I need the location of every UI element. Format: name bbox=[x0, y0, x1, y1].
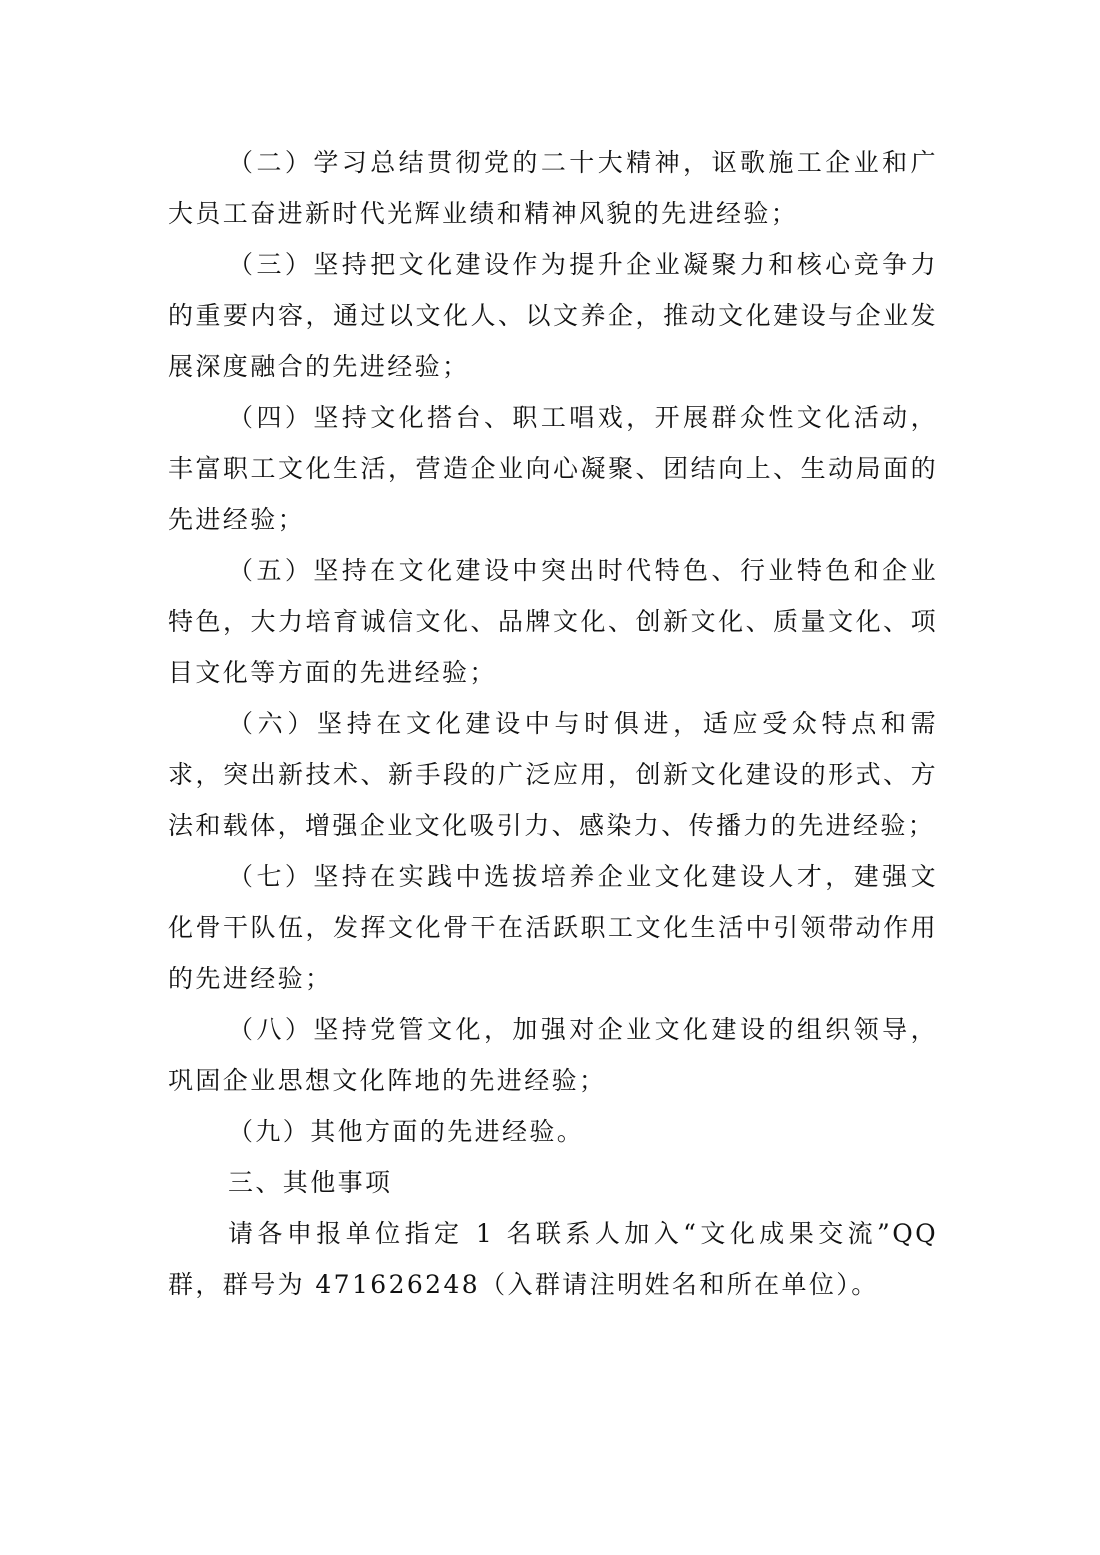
paragraph-item-3: （三）坚持把文化建设作为提升企业凝聚力和核心竞争力的重要内容，通过以文化人、以文养企，推动文化建设与企业发展深度融合的先进经验； bbox=[168, 250, 938, 381]
paragraph-item-5: （五）坚持在文化建设中突出时代特色、行业特色和企业特色，大力培育诚信文化、品牌文化、创新文化、质量文化、项目文化等方面的先进经验； bbox=[168, 556, 938, 687]
paragraph-item-6: （六）坚持在文化建设中与时俱进，适应受众特点和需求，突出新技术、新手段的广泛应用，创新文化建设的形式、方法和载体，增强企业文化吸引力、感染力、传播力的先进经验； bbox=[168, 709, 938, 840]
paragraph-item-4: （四）坚持文化搭台、职工唱戏，开展群众性文化活动，丰富职工文化生活，营造企业向心凝聚、团结向上、生动局面的先进经验； bbox=[168, 403, 938, 534]
contact-instructions-paragraph: 请各申报单位指定 1 名联系人加入“文化成果交流”QQ 群，群号为 471626248（入群请注明姓名和所在单位）。 bbox=[168, 1219, 938, 1299]
paragraph-item-8: （八）坚持党管文化，加强对企业文化建设的组织领导，巩固企业思想文化阵地的先进经验； bbox=[168, 1015, 938, 1095]
paragraph-item-9: （九）其他方面的先进经验。 bbox=[228, 1117, 585, 1146]
document-body bbox=[168, 137, 938, 1310]
paragraph-item-7: （七）坚持在实践中选拔培养企业文化建设人才，建强文化骨干队伍，发挥文化骨干在活跃职工文化生活中引领带动作用的先进经验； bbox=[168, 862, 938, 993]
section-heading-other-matters: 三、其他事项 bbox=[228, 1168, 393, 1197]
paragraph-item-2: （二）学习总结贯彻党的二十大精神，讴歌施工企业和广大员工奋进新时代光辉业绩和精神风貌的先进经验； bbox=[168, 148, 938, 228]
